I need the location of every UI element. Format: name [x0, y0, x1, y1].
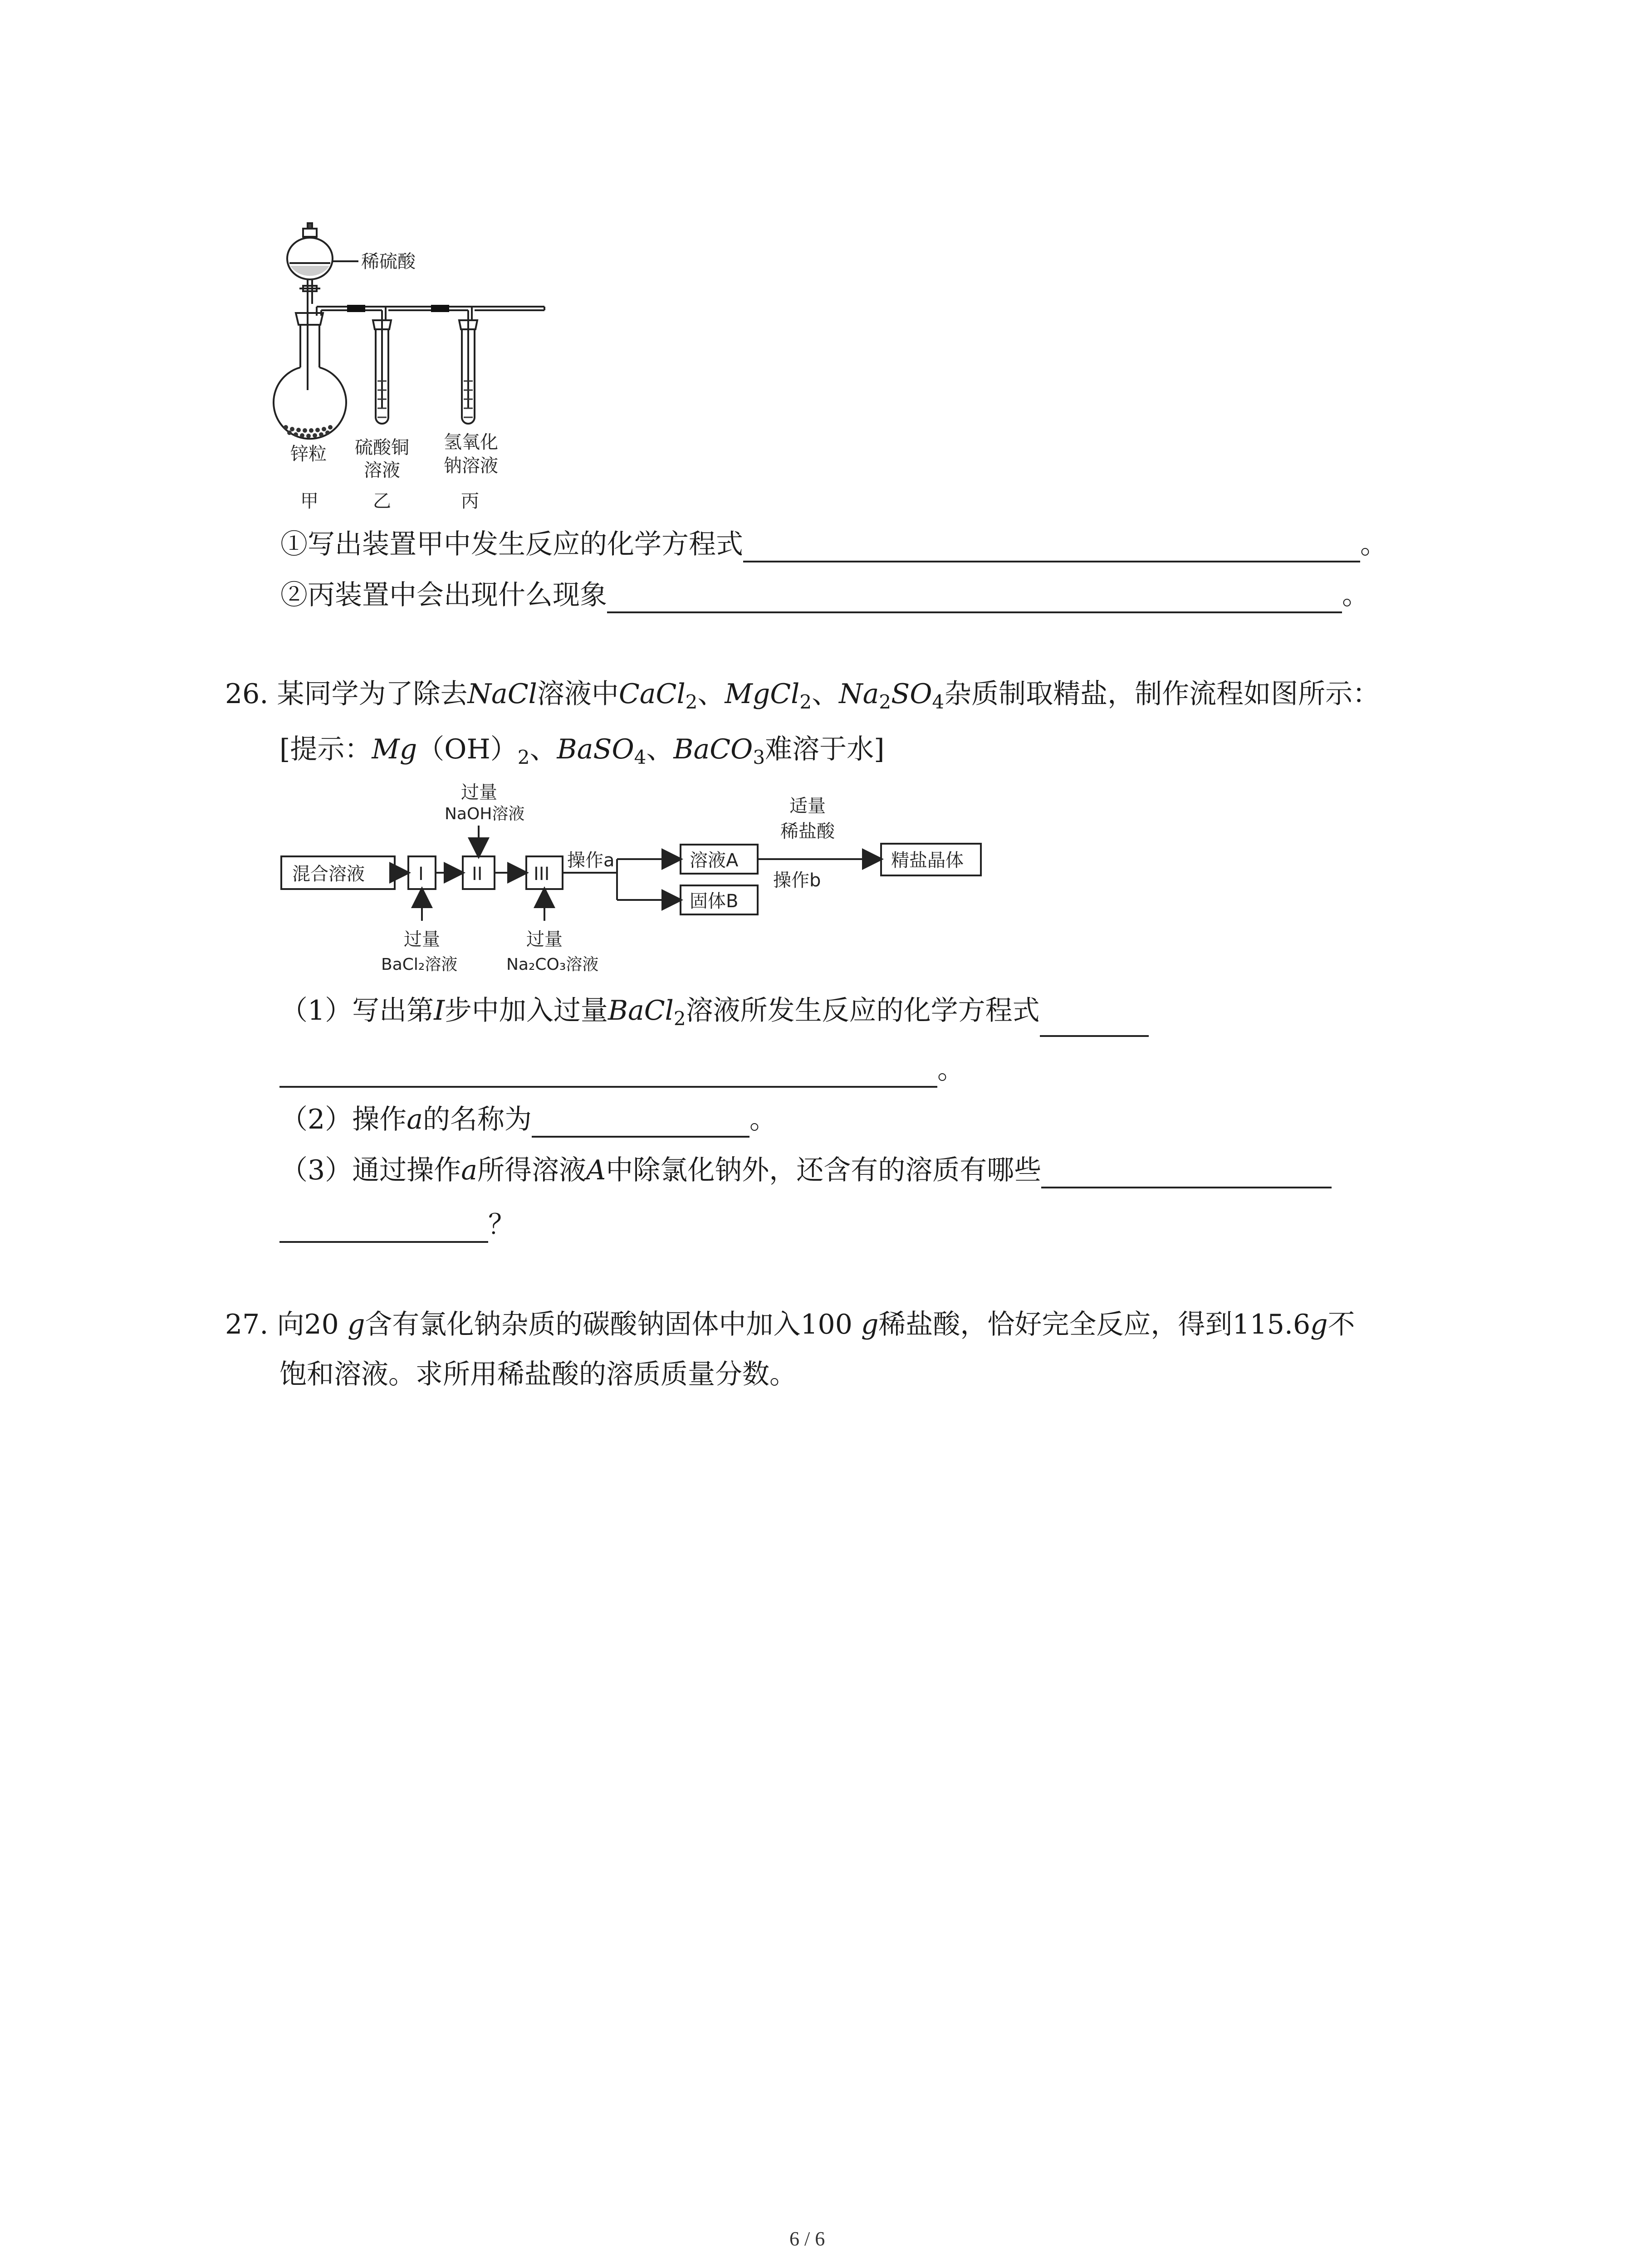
q25-sub2-text: ②丙装置中会出现什么现象 [280, 579, 607, 611]
page-number: 6 / 6 [789, 2228, 825, 2250]
formula-mgoh2: （OH） [417, 733, 518, 765]
flow-na2co3-reagent: Na₂CO₃溶液 [506, 955, 599, 974]
formula-mgcl2: MgCl [725, 678, 800, 710]
flow-bacl2-reagent: BaCl₂溶液 [381, 955, 458, 974]
formula-mgoh2: Mg [372, 733, 417, 765]
separator: 、 [812, 678, 839, 710]
naoh-label-line2: 钠溶液 [444, 455, 498, 476]
flow-solution-a: 溶液A [690, 850, 739, 871]
flow-mixed-solution: 混合溶液 [292, 864, 365, 885]
separator: 、 [646, 733, 674, 765]
q27-text: 稀盐酸，恰好完全反应，得到 [878, 1309, 1233, 1340]
flow-step-2: II [472, 864, 483, 885]
flow-operation-b: 操作b [773, 870, 821, 891]
q26-intro: 杂质制取精盐，制作流程如图所示： [944, 678, 1380, 710]
process-flowchart [272, 780, 1007, 993]
flow-naoh-reagent: NaOH溶液 [445, 805, 525, 823]
q26-part3-text: 所得溶液 [477, 1154, 586, 1186]
q26-part3-cont [279, 1207, 515, 1243]
apparatus-name-jia: 甲 [300, 491, 318, 512]
q26-part1-text: （1）写出第 [280, 995, 434, 1026]
naoh-label-line1: 氢氧化 [444, 432, 498, 453]
operation-symbol: a [461, 1154, 477, 1186]
answer-blank[interactable] [279, 1214, 488, 1243]
step-symbol: I [434, 995, 445, 1026]
q26-stem: 26. 某同学为了除去NaCl溶液中CaCl$_2$、MgCl$_2$、$Na_2SO_4$杂质制取精盐，制作流程如图所示： [225, 678, 1380, 713]
flow-excess-naoh-label: 过量 [461, 782, 497, 803]
q27-stem [225, 1306, 1355, 1343]
q26-part1-text: 溶液所发生反应的化学方程式 [686, 995, 1040, 1026]
q26-part1-text: 步中加入过量 [444, 995, 608, 1026]
separator: 、 [697, 678, 725, 710]
q26-part2 [280, 1101, 777, 1138]
operation-symbol: a [407, 1104, 423, 1135]
acid-label: 稀硫酸 [361, 251, 416, 272]
hint-text: 难溶于水] [765, 733, 885, 765]
question-number: 27. [225, 1309, 269, 1340]
unit-g: g [1310, 1309, 1328, 1340]
unit-g: g [861, 1309, 879, 1340]
apparatus-name-bing: 丙 [461, 491, 479, 512]
flow-hcl-reagent: 稀盐酸 [780, 821, 835, 842]
q26-part2-end: 。 [749, 1104, 777, 1135]
q27-stem-line2 [279, 1356, 797, 1393]
q26-part2-text: 的名称为 [422, 1104, 532, 1135]
q26-part2-text: （2）操作 [280, 1104, 407, 1135]
formula-na2so4: Na [839, 678, 879, 710]
q27-text: 向 [277, 1309, 304, 1340]
answer-blank[interactable] [279, 1059, 937, 1088]
mass-value: 20 [304, 1309, 339, 1340]
zinc-label: 锌粒 [290, 444, 327, 464]
formula-cacl2: CaCl [618, 678, 686, 710]
formula-nacl: NaCl [467, 678, 537, 710]
q25-sub2-end: 。 [1342, 579, 1369, 611]
question-number: 26. [225, 678, 269, 710]
q26-part3 [280, 1152, 1332, 1188]
hint-label: [提示： [279, 733, 372, 765]
q27-text: 含有氯化钠杂质的碳酸钠固体中加入 [365, 1309, 801, 1340]
formula-bacl2: BaCl [607, 995, 674, 1026]
unit-g: g [347, 1309, 365, 1340]
separator: 、 [529, 733, 557, 765]
q25-sub1-end: 。 [1360, 528, 1387, 560]
flow-hcl-amount: 适量 [789, 796, 826, 816]
formula-na2so4: SO [891, 678, 932, 710]
flow-excess-bacl2-label: 过量 [404, 929, 440, 950]
answer-blank[interactable] [607, 584, 1342, 613]
formula-baso4: BaSO [557, 733, 634, 765]
q26-part3-end: ？ [488, 1209, 515, 1241]
mass-value: 100 [800, 1309, 852, 1340]
mass-value: 115.6 [1232, 1309, 1311, 1340]
flow-step-3: III [534, 864, 550, 885]
formula-baco3: BaCO [673, 733, 753, 765]
q25-sub1 [280, 526, 1387, 562]
q26-intro: 某同学为了除去 [277, 678, 468, 710]
flow-solid-b: 固体B [690, 891, 739, 912]
q26-intro: 溶液中 [537, 678, 619, 710]
answer-blank[interactable] [743, 533, 1360, 562]
q26-part1-cont [279, 1051, 965, 1088]
q25-sub2 [280, 577, 1369, 613]
answer-blank[interactable] [532, 1109, 749, 1138]
flow-operation-a: 操作a [567, 850, 615, 871]
q27-text: 饱和溶液。求所用稀盐酸的溶质质量分数。 [279, 1359, 797, 1390]
q26-part1-end: 。 [937, 1054, 965, 1085]
q27-text: 不 [1327, 1309, 1355, 1340]
answer-blank[interactable] [1041, 1159, 1332, 1188]
flow-salt-crystal: 精盐晶体 [891, 850, 964, 871]
q26-part3-text: （3）通过操作 [280, 1154, 461, 1186]
cuso4-label-line1: 硫酸铜 [355, 437, 409, 458]
apparatus-diagram [254, 218, 572, 526]
apparatus-name-yi: 乙 [373, 491, 391, 512]
q26-hint: [提示：$Mg(OH)_2$、BaSO$_4$、BaCO$_3$难溶于水] [279, 733, 885, 768]
cuso4-label-line2: 溶液 [364, 460, 400, 481]
flow-excess-na2co3-label: 过量 [526, 929, 563, 950]
q26-part1: （1）写出第I步中加入过量BaCl$_2$溶液所发生反应的化学方程式 [280, 992, 1149, 1037]
answer-blank[interactable] [1040, 1008, 1149, 1037]
q26-part3-text: 中除氯化钠外，还含有的溶质有哪些 [606, 1154, 1042, 1186]
solution-symbol: A [586, 1154, 606, 1186]
q25-sub1-text: ①写出装置甲中发生反应的化学方程式 [280, 528, 743, 560]
flow-step-1: I [418, 864, 424, 885]
